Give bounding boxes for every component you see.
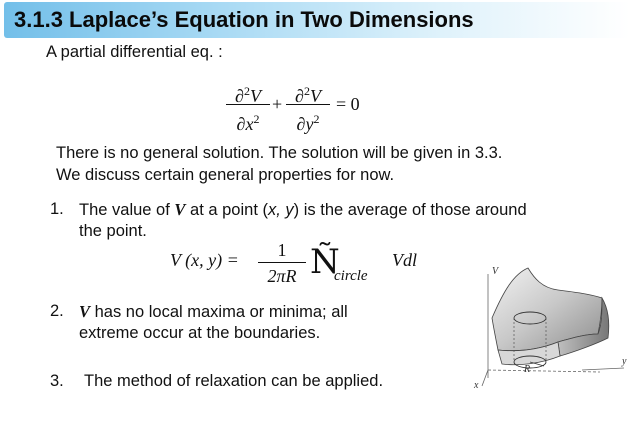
partial-symbol: ∂ bbox=[296, 114, 306, 134]
coords: x, y bbox=[267, 201, 294, 219]
title-bar bbox=[4, 2, 630, 38]
item-1-text bbox=[79, 200, 527, 220]
note-line-1: There is no general solution. The solution will be given in 3.3. bbox=[56, 144, 503, 162]
function-v: V bbox=[309, 86, 321, 106]
item-1-line-2: the point. bbox=[79, 222, 147, 240]
power: 2 bbox=[313, 112, 320, 126]
item-1-text-b: at a point ( bbox=[190, 201, 268, 219]
note-line-2: We discuss certain general properties for now. bbox=[56, 166, 395, 184]
radius-label: R bbox=[524, 364, 531, 375]
item-2-line-2: extreme occur at the boundaries. bbox=[79, 324, 321, 342]
denominator: 2πR bbox=[267, 266, 297, 286]
y-axis-label: y bbox=[622, 356, 627, 367]
power: 2 bbox=[253, 112, 260, 126]
item-3-number: 3. bbox=[50, 372, 64, 390]
mean-value-equation bbox=[170, 238, 430, 290]
slide-title: 3.1.3 Laplace’s Equation in Two Dimensions bbox=[14, 7, 474, 32]
item-3-text: The method of relaxation can be applied. bbox=[84, 372, 384, 390]
partial-symbol: ∂ bbox=[235, 86, 244, 106]
item-1-text-c: ) is the average of those around bbox=[293, 201, 527, 219]
item-2-number: 2. bbox=[50, 302, 64, 320]
power: 2 bbox=[303, 84, 310, 98]
symbol-v: V bbox=[79, 302, 91, 321]
partial-symbol: ∂ bbox=[236, 114, 246, 134]
fraction-y bbox=[286, 78, 330, 134]
integrand: Vdl bbox=[392, 250, 417, 270]
item-1-text-a: The value of bbox=[79, 201, 170, 219]
equals-zero: = 0 bbox=[336, 94, 360, 114]
y-axis-ext bbox=[582, 368, 624, 370]
item-2-text-body: has no local maxima or minima; all bbox=[94, 303, 348, 321]
variable-y: y bbox=[305, 114, 314, 134]
item-1-number: 1. bbox=[50, 200, 64, 218]
x-axis bbox=[482, 370, 488, 386]
laplace-equation bbox=[226, 78, 396, 140]
intro-text: A partial differential eq. : bbox=[46, 43, 223, 61]
variable-x: x bbox=[245, 114, 254, 134]
x-axis-label: x bbox=[474, 380, 479, 391]
contour-integral-icon: Ñ bbox=[310, 242, 340, 282]
equation-fraction bbox=[258, 238, 306, 287]
power: 2 bbox=[243, 84, 250, 98]
function-v: V bbox=[249, 86, 261, 106]
integral-subscript: circle bbox=[334, 268, 368, 284]
item-2-text bbox=[79, 302, 348, 322]
fraction-x bbox=[226, 78, 270, 134]
partial-symbol: ∂ bbox=[295, 86, 304, 106]
saddle-surface-figure bbox=[462, 260, 632, 400]
equation-lhs: V (x, y) = bbox=[170, 250, 239, 270]
v-axis-label: V bbox=[492, 266, 499, 277]
symbol-v: V bbox=[174, 200, 186, 219]
numerator: 1 bbox=[277, 240, 287, 260]
plus-sign: + bbox=[272, 94, 283, 114]
